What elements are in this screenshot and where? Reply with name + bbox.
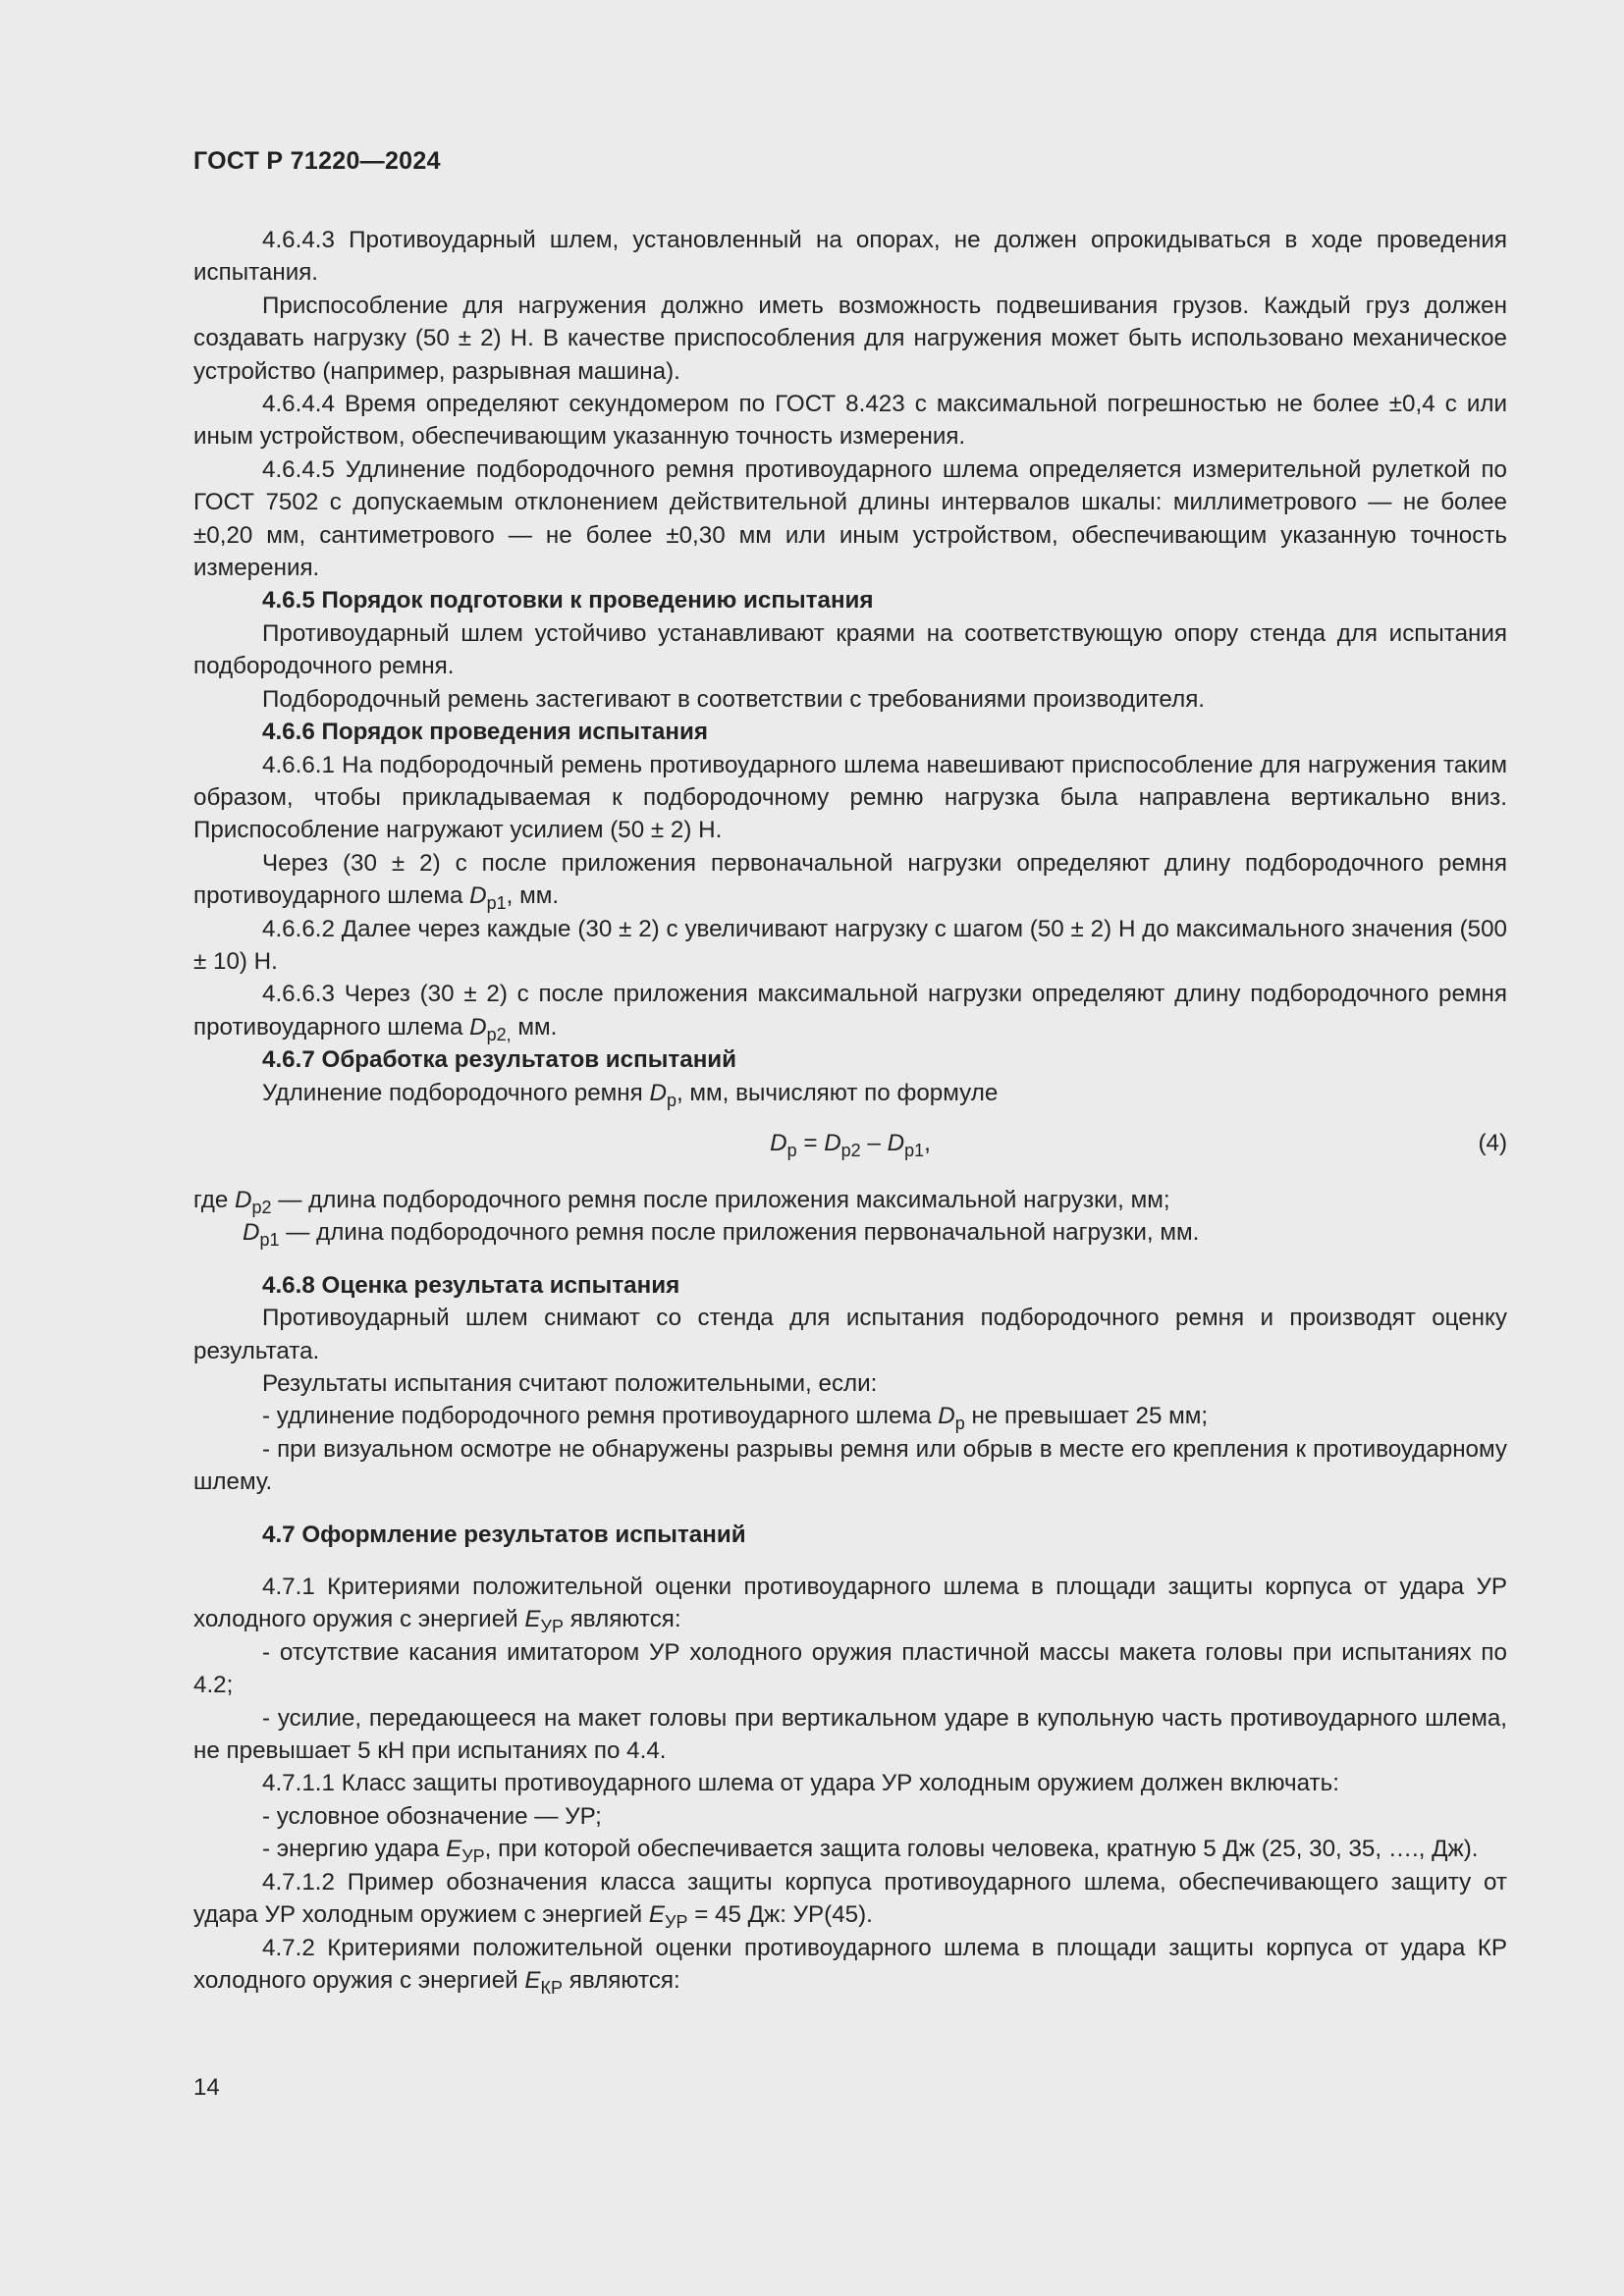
formula-legend: где $D_{р2}$ — длина подбородочного ремня после приложения максимальной нагрузки, мм; <box>193 1186 1170 1217</box>
document-body <box>193 224 1507 1997</box>
section-heading: 4.6.6 Порядок проведения испытания <box>262 719 708 746</box>
paragraph: Через (30 ± 2) с после приложения первоначальной нагрузки определяют длину подбородочного ремня противоударного шлема $D_{р1}$, мм. <box>193 849 1507 914</box>
list-item: - при визуальном осмотре не обнаружены разрывы ремня или обрыв в месте его крепления к противоударному шлему. <box>193 1435 1507 1496</box>
paragraph: Удлинение подбородочного ремня $D_р$, мм, вычисляют по формуле <box>262 1079 999 1110</box>
section-heading: 4.6.5 Порядок подготовки к проведению испытания <box>262 587 874 614</box>
section-heading: 4.6.7 Обработка результатов испытаний <box>262 1046 737 1074</box>
paragraph: Противоударный шлем снимают со стенда для испытания подбородочного ремня и производят оценку результата. <box>193 1305 1507 1364</box>
paragraph: 4.7.1.1 Класс защиты противоударного шлема от удара УР холодным оружием должен включать: <box>262 1770 1339 1797</box>
document-header: ГОСТ Р 71220—2024 <box>193 147 441 175</box>
page-number: 14 <box>193 2074 220 2101</box>
list-item: - энергию удара $E_{УР}$, при которой обеспечивается защита головы человека, кратную 5 Дж (25, 30, 35, …., Дж). <box>262 1836 1479 1867</box>
paragraph: 4.6.4.4 Время определяют секундомером по ГОСТ 8.423 с максимальной погрешностью не более ±0,4 с или иным устройством, обеспечивающим указанную точность измерения. <box>193 391 1507 451</box>
paragraph: Результаты испытания считают положительными, если: <box>262 1370 878 1397</box>
paragraph: 4.7.1.2 Пример обозначения класса защиты корпуса противоударного шлема, обеспечивающего защиту от удара УР холодным оружием с энергией $E_{УР} = 45$ Дж: УР(45). <box>193 1868 1507 1933</box>
paragraph: 4.7.2 Критериями положительной оценки противоударного шлема в площади защиты корпуса от удара КР холодного оружия с энергией $E_{КР}$ являются: <box>193 1934 1507 1998</box>
list-item: - удлинение подбородочного ремня противоударного шлема $D_р$ не превышает 25 мм; <box>262 1403 1209 1434</box>
section-heading: 4.7 Оформление результатов испытаний <box>262 1521 746 1548</box>
paragraph: 4.6.4.3 Противоударный шлем, установленный на опорах, не должен опрокидываться в ходе проведения испытания. <box>193 227 1507 287</box>
paragraph: Приспособление для нагружения должно иметь возможность подвешивания грузов. Каждый груз должен создавать нагрузку (50 ± 2) Н. В качестве приспособления для нагружения может быть использовано механическое устройство (например, разрывная машина). <box>193 292 1507 385</box>
paragraph: Противоударный шлем устойчиво устанавливают краями на соответствующую опору стенда для испытания подбородочного ремня. <box>193 619 1507 680</box>
formula-legend: $D_{р1}$ — длина подбородочного ремня после приложения первоначальной нагрузки, мм. <box>243 1219 1200 1251</box>
paragraph: 4.6.6.1 На подбородочный ремень противоударного шлема навешивают приспособление для нагружения таким образом, чтобы прикладываемая к подбородочному ремню нагрузка была направлена вертикально вниз. Приспособление нагружают усилием (50 ± 2) Н. <box>193 751 1507 844</box>
section-heading: 4.6.8 Оценка результата испытания <box>262 1271 680 1299</box>
paragraph: 4.6.4.5 Удлинение подбородочного ремня противоударного шлема определяется измерительной рулеткой по ГОСТ 7502 с допускаемым отклонением действительной длины интервалов шкалы: миллиметрового — не более ±0,20 мм, сантиметрового — не более ±0,30 мм или иным устройством, обеспечивающим указанную точность измерения. <box>193 455 1507 582</box>
list-item: - усилие, передающееся на макет головы при вертикальном ударе в купольную часть противоударного шлема, не превышает 5 кН при испытаниях по 4.4. <box>193 1704 1507 1765</box>
paragraph: 4.6.6.3 Через (30 ± 2) с после приложения максимальной нагрузки определяют длину подбородочного ремня противоударного шлема $D_{р2,}$ мм. <box>193 981 1507 1044</box>
list-item: - условное обозначение — УР; <box>262 1802 602 1830</box>
paragraph: Подбородочный ремень застегивают в соответствии с требованиями производителя. <box>262 685 1206 713</box>
formula-number: (4) <box>1478 1129 1507 1156</box>
list-item: - отсутствие касания имитатором УР холодного оружия пластичной массы макета головы при испытаниях по 4.2; <box>193 1638 1507 1699</box>
formula <box>193 1119 1507 1164</box>
paragraph: 4.7.1 Критериями положительной оценки противоударного шлема в площади защиты корпуса от удара УР холодного оружия с энергией $E_{УР}$ являются: <box>193 1574 1507 1637</box>
formula-expression: $D_р = D_{р2} - D_{р1}$, <box>770 1129 931 1160</box>
paragraph: 4.6.6.2 Далее через каждые (30 ± 2) с увеличивают нагрузку с шагом (50 ± 2) Н до максимального значения (500 ± 10) Н. <box>193 915 1507 975</box>
